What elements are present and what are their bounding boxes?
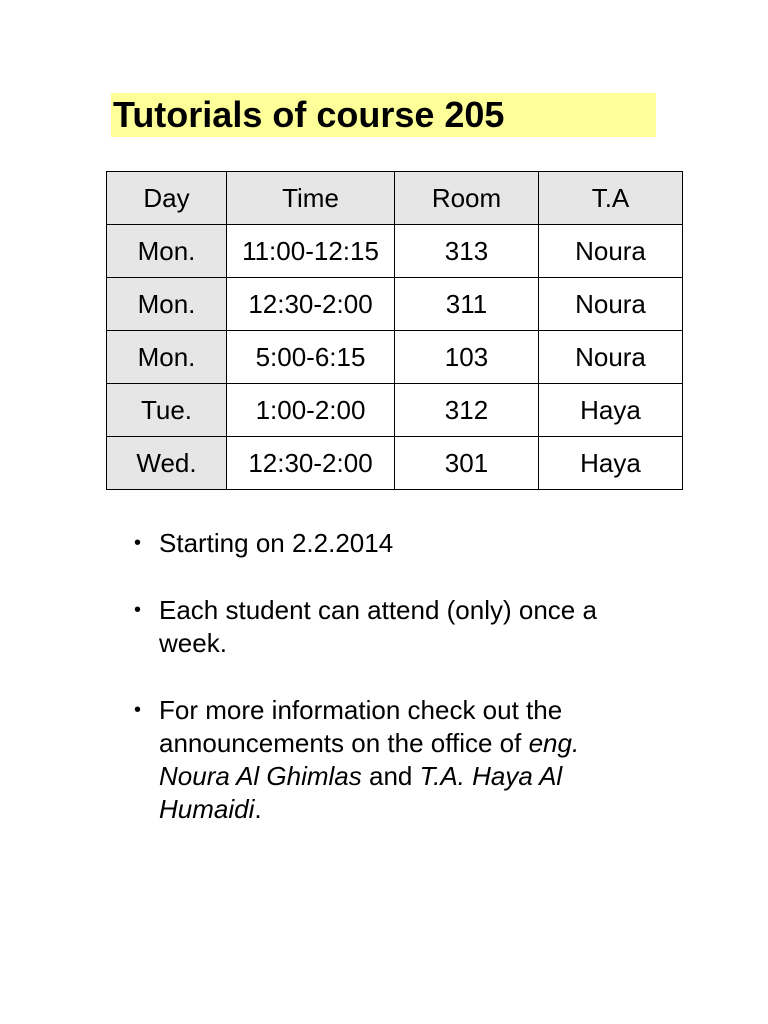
note-text-prefix: For more information check out the announcements on the office of: [159, 695, 563, 758]
note-text-and: and: [361, 761, 420, 791]
cell-room: 311: [395, 278, 539, 331]
note-text: Each student can attend (only) once a week.: [159, 595, 597, 658]
table-row: [107, 331, 683, 384]
cell-day: Mon.: [107, 225, 227, 278]
person-name-haya: T.A. Haya Al Humaidi: [159, 761, 563, 824]
cell-ta: Noura: [539, 278, 683, 331]
header-day: Day: [107, 172, 227, 225]
list-item-more-info: [134, 694, 634, 826]
cell-ta: Haya: [539, 437, 683, 490]
table-header-row: [107, 172, 683, 225]
cell-ta: Noura: [539, 225, 683, 278]
bullet-icon: •: [134, 599, 142, 621]
cell-day: Mon.: [107, 331, 227, 384]
cell-room: 313: [395, 225, 539, 278]
cell-ta: Noura: [539, 331, 683, 384]
cell-room: 103: [395, 331, 539, 384]
header-time: Time: [227, 172, 395, 225]
table-row: [107, 384, 683, 437]
cell-time: 5:00-6:15: [227, 331, 395, 384]
tutorial-schedule-table: [106, 171, 683, 490]
list-item-attendance: [134, 594, 634, 660]
cell-time: 1:00-2:00: [227, 384, 395, 437]
table-row: [107, 225, 683, 278]
person-name-noura: eng. Noura Al Ghimlas: [159, 728, 580, 791]
bullet-icon: •: [134, 532, 142, 554]
list-item-start-date: [134, 527, 634, 560]
note-text: Starting on 2.2.2014: [159, 528, 394, 558]
cell-room: 312: [395, 384, 539, 437]
header-room: Room: [395, 172, 539, 225]
header-ta: T.A: [539, 172, 683, 225]
page-title: Tutorials of course 205: [113, 94, 505, 135]
cell-time: 12:30-2:00: [227, 437, 395, 490]
cell-time: 12:30-2:00: [227, 278, 395, 331]
cell-ta: Haya: [539, 384, 683, 437]
cell-room: 301: [395, 437, 539, 490]
cell-day: Wed.: [107, 437, 227, 490]
table-row: [107, 437, 683, 490]
cell-day: Tue.: [107, 384, 227, 437]
table-row: [107, 278, 683, 331]
cell-day: Mon.: [107, 278, 227, 331]
notes-list: [134, 527, 634, 860]
bullet-icon: •: [134, 699, 142, 721]
note-text-end: .: [254, 794, 262, 824]
cell-time: 11:00-12:15: [227, 225, 395, 278]
